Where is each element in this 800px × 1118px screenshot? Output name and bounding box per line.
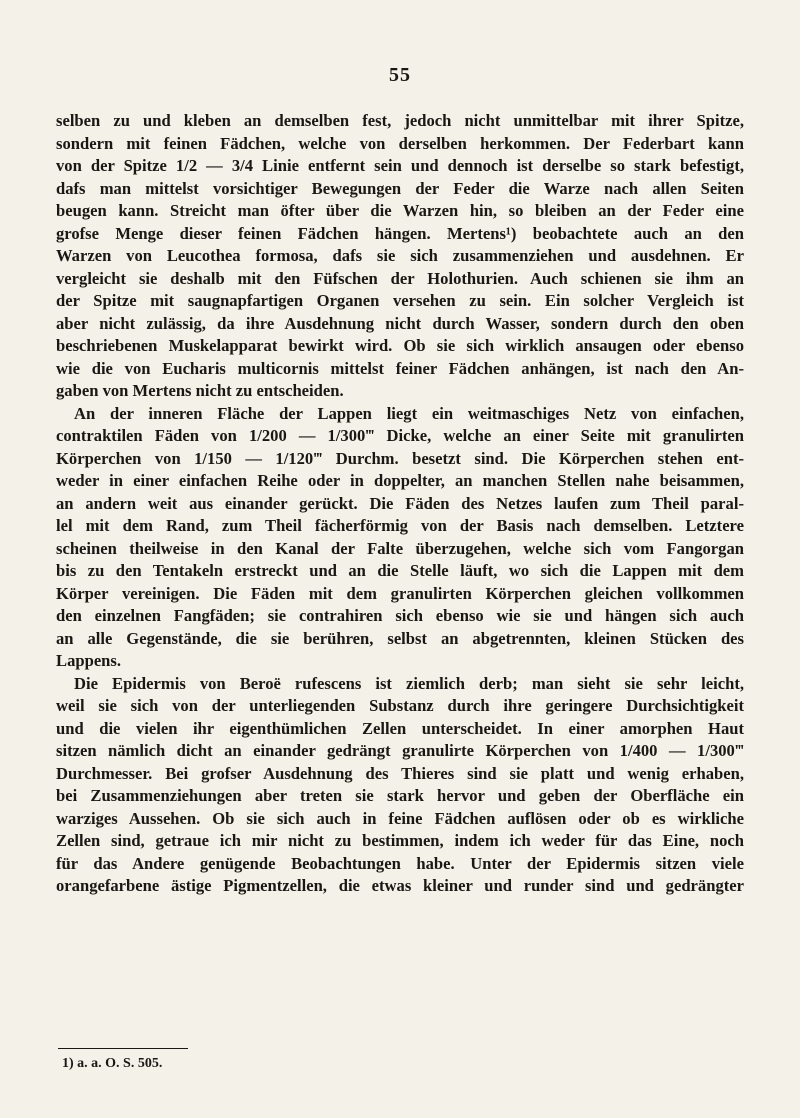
text-line: lel mit dem Rand, zum Theil fächerförmig von der Basis nach demselben. Letztere — [56, 516, 744, 535]
text-line: an andern weit aus einander gerückt. Die Fäden des Netzes laufen zum Theil paral- — [56, 493, 744, 513]
text-line: beugen kann. Streicht man öfter über die Warzen hin, so bleiben an der Feder eine — [56, 201, 744, 220]
text-line: Körperchen von 1/150 — 1/120‴ Durchm. besetzt sind. Die Körperchen stehen ent- — [56, 448, 744, 468]
text-line: An der inneren Fläche der Lappen liegt ein weitmaschiges Netz von einfachen, — [74, 403, 744, 423]
text-line: contraktilen Fäden von 1/200 — 1/300‴ Dicke, welche an einer Seite mit granulirten — [56, 426, 744, 445]
text-line: wie die von Eucharis multicornis mittelst feiner Fädchen anhängen, ist nach den An- — [56, 358, 744, 378]
text-line: orangefarbene ästige Pigmentzellen, die etwas kleiner und runder sind und gedrängter — [56, 876, 744, 895]
text-line: dafs man mittelst vorsichtiger Bewegungen der Feder die Warze nach allen Seiten — [56, 178, 744, 198]
text-line: bei Zusammenziehungen aber treten sie stark hervor und geben der Oberfläche ein — [56, 786, 744, 805]
text-line: aber nicht zulässig, da ihre Ausdehnung nicht durch Wasser, sondern durch den oben — [56, 313, 744, 333]
text-line: den einzelnen Fangfäden; sie contrahiren sich ebenso wie sie und hängen sich auch — [56, 606, 744, 625]
text-line: weder in einer einfachen Reihe oder in doppelter, an manchen Stellen nahe beisammen, — [56, 471, 744, 490]
page-number: 55 — [389, 64, 411, 86]
text-line: an alle Gegenstände, die sie berühren, selbst an abgetrennten, kleinen Stücken des — [56, 628, 744, 648]
text-line: Durchmesser. Bei grofser Ausdehnung des Thieres sind sie platt und wenig erhaben, — [56, 763, 744, 783]
text-line: beschriebenen Muskelapparat bewirkt wird. Ob sie sich wirklich ansaugen oder ebenso — [56, 336, 744, 355]
text-line: Zellen sind, getraue ich mir nicht zu bestimmen, indem ich weder für das Eine, noch — [56, 831, 744, 850]
text-line: scheinen theilweise in den Kanal der Falte überzugehen, welche sich vom Fangorgan — [56, 538, 744, 558]
footnote-divider — [58, 1048, 188, 1049]
text-line: gaben von Mertens nicht zu entscheiden. — [56, 381, 344, 400]
text-line: weil sie sich von der unterliegenden Substanz durch ihre geringere Durchsichtigkeit — [56, 696, 744, 715]
text-line: Die Epidermis von Beroë rufescens ist ziemlich derb; man sieht sie sehr leicht, — [74, 673, 744, 693]
text-line: warziges Aussehen. Ob sie sich auch in feine Fädchen auflösen oder ob es wirkliche — [56, 808, 744, 828]
text-line: Warzen von Leucothea formosa, dafs sie sich zusammenziehen und ausdehnen. Er — [56, 246, 744, 265]
text-line: der Spitze mit saugnapfartigen Organen versehen zu sein. Ein solcher Vergleich ist — [56, 291, 744, 310]
text-line: und die vielen ihr eigenthümlichen Zellen unterscheidet. In einer amorphen Haut — [56, 718, 744, 738]
text-line: sondern mit feinen Fädchen, welche von derselben herkommen. Der Federbart kann — [56, 133, 744, 153]
text-line: von der Spitze 1/2 — 3/4 Linie entfernt sein und dennoch ist derselbe so stark befestigt, — [56, 156, 744, 175]
text-line: selben zu und kleben an demselben fest, jedoch nicht unmittelbar mit ihrer Spitze, — [56, 111, 744, 130]
text-line: Lappens. — [56, 651, 122, 670]
text-line: sitzen nämlich dicht an einander gedrängt granulirte Körperchen von 1/400 — 1/300‴ — [56, 741, 744, 760]
footnote: 1) a. a. O. S. 505. — [62, 1056, 163, 1071]
text-line: vergleicht sie deshalb mit den Füfschen der Holothurien. Auch schienen sie ihm an — [56, 268, 744, 288]
body-text — [56, 110, 744, 898]
text-line: Körper vereinigen. Die Fäden mit dem granulirten Körperchen gleichen vollkommen — [56, 583, 744, 603]
text-line: bis zu den Tentakeln erstreckt und an die Stelle läuft, wo sich die Lappen mit dem — [56, 561, 744, 580]
text-line: für das Andere genügende Beobachtungen habe. Unter der Epidermis sitzen viele — [56, 853, 744, 873]
text-line: grofse Menge dieser feinen Fädchen hängen. Mertens¹) beobachtete auch an den — [56, 223, 744, 243]
